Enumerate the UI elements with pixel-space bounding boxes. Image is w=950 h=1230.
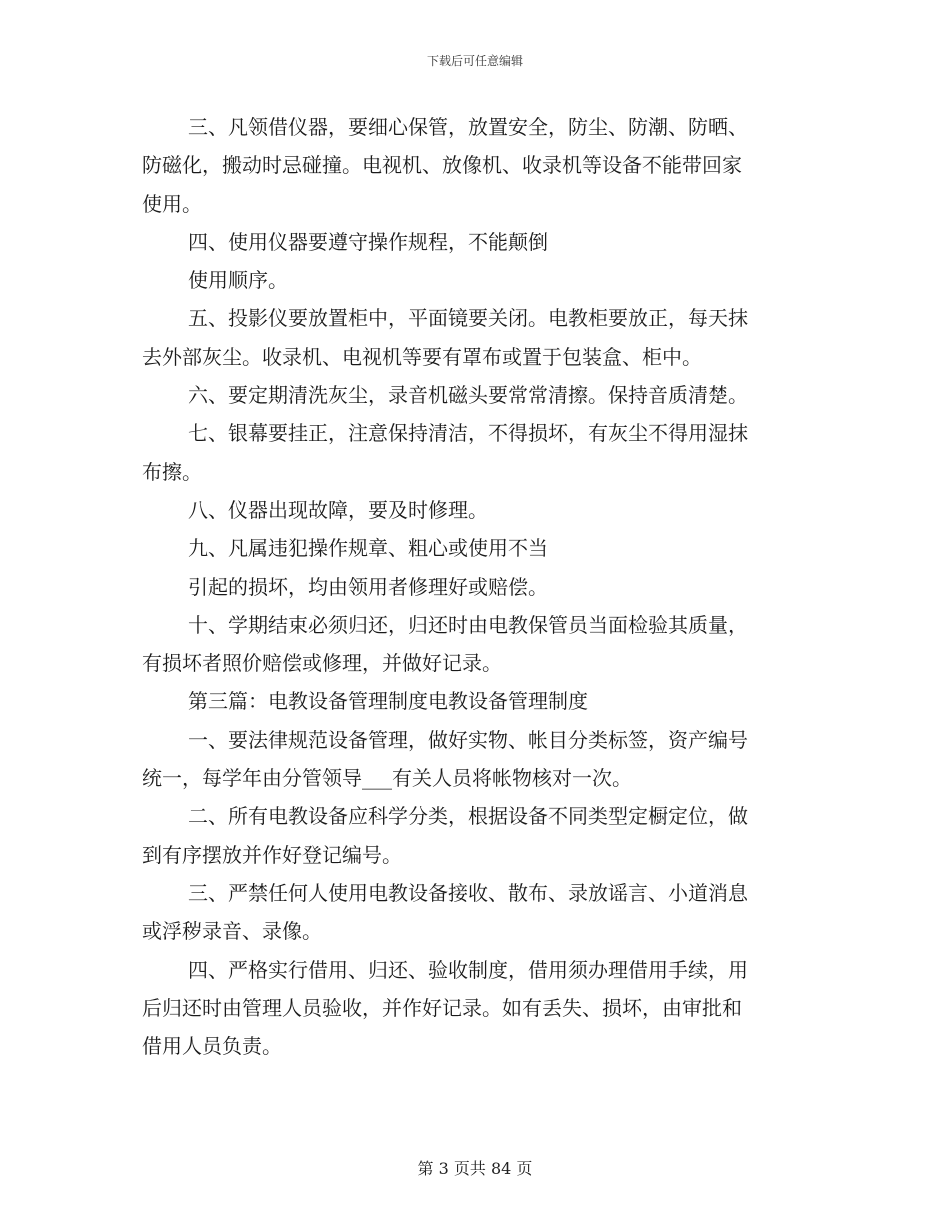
- text-line-8: 六、要定期清洗灰尘，录音机磁头要常常清擦。保持音质清楚。: [188, 383, 748, 408]
- document-body: [142, 108, 806, 1065]
- text-line-7: 去外部灰尘。收录机、电视机等要有罩布或置于包装盒、柜中。: [142, 344, 702, 369]
- text-line-23: 四、严格实行借用、归还、验收制度，借用须办理借用手续，用: [188, 957, 748, 982]
- text-line-21: 三、严禁任何人使用电教设备接收、散布、录放谣言、小道消息: [188, 880, 748, 905]
- text-line-11: 八、仪器出现故障，要及时修理。: [188, 497, 488, 522]
- text-line-3: 使用。: [142, 191, 202, 216]
- text-line-19: 二、所有电教设备应科学分类，根据设备不同类型定橱定位，做: [188, 804, 748, 829]
- text-line-2: 防磁化，搬动时忌碰撞。电视机、放像机、收录机等设备不能带回家: [142, 153, 742, 178]
- text-line-25: 借用人员负责。: [142, 1034, 282, 1059]
- page-header: 下载后可任意编辑: [426, 54, 523, 68]
- text-line-14: 十、学期结束必须归还，归还时由电教保管员当面检验其质量，: [188, 612, 748, 637]
- text-line-5: 使用顺序。: [188, 268, 288, 293]
- page-footer: 第 3 页共 84 页: [417, 1159, 533, 1178]
- text-line-13: 引起的损坏，均由领用者修理好或赔偿。: [188, 574, 548, 599]
- text-line-22: 或浮秽录音、录像。: [142, 919, 322, 944]
- text-line-10: 布擦。: [142, 459, 202, 484]
- text-line-12: 九、凡属违犯操作规章、粗心或使用不当: [188, 536, 548, 561]
- text-line-24: 后归还时由管理人员验收，并作好记录。如有丢失、损坏，由审批和: [142, 995, 742, 1020]
- text-line-6: 五、投影仪要放置柜中，平面镜要关闭。电教柜要放正，每天抹: [188, 306, 748, 331]
- section-heading: 第三篇：电教设备管理制度电教设备管理制度: [188, 689, 588, 714]
- text-line-1: 三、凡领借仪器，要细心保管，放置安全，防尘、防潮、防晒、: [188, 115, 748, 139]
- text-line-17: 一、要法律规范设备管理，做好实物、帐目分类标签，资产编号: [188, 727, 748, 752]
- text-line-18: 统一，每学年由分管领导___有关人员将帐物核对一次。: [142, 766, 632, 791]
- text-line-9: 七、银幕要挂正，注意保持清洁，不得损坏，有灰尘不得用湿抹: [188, 421, 748, 446]
- text-line-15: 有损坏者照价赔偿或修理，并做好记录。: [142, 651, 502, 676]
- text-line-20: 到有序摆放并作好登记编号。: [142, 842, 402, 867]
- text-line-4: 四、使用仪器要遵守操作规程，不能颠倒: [188, 229, 548, 254]
